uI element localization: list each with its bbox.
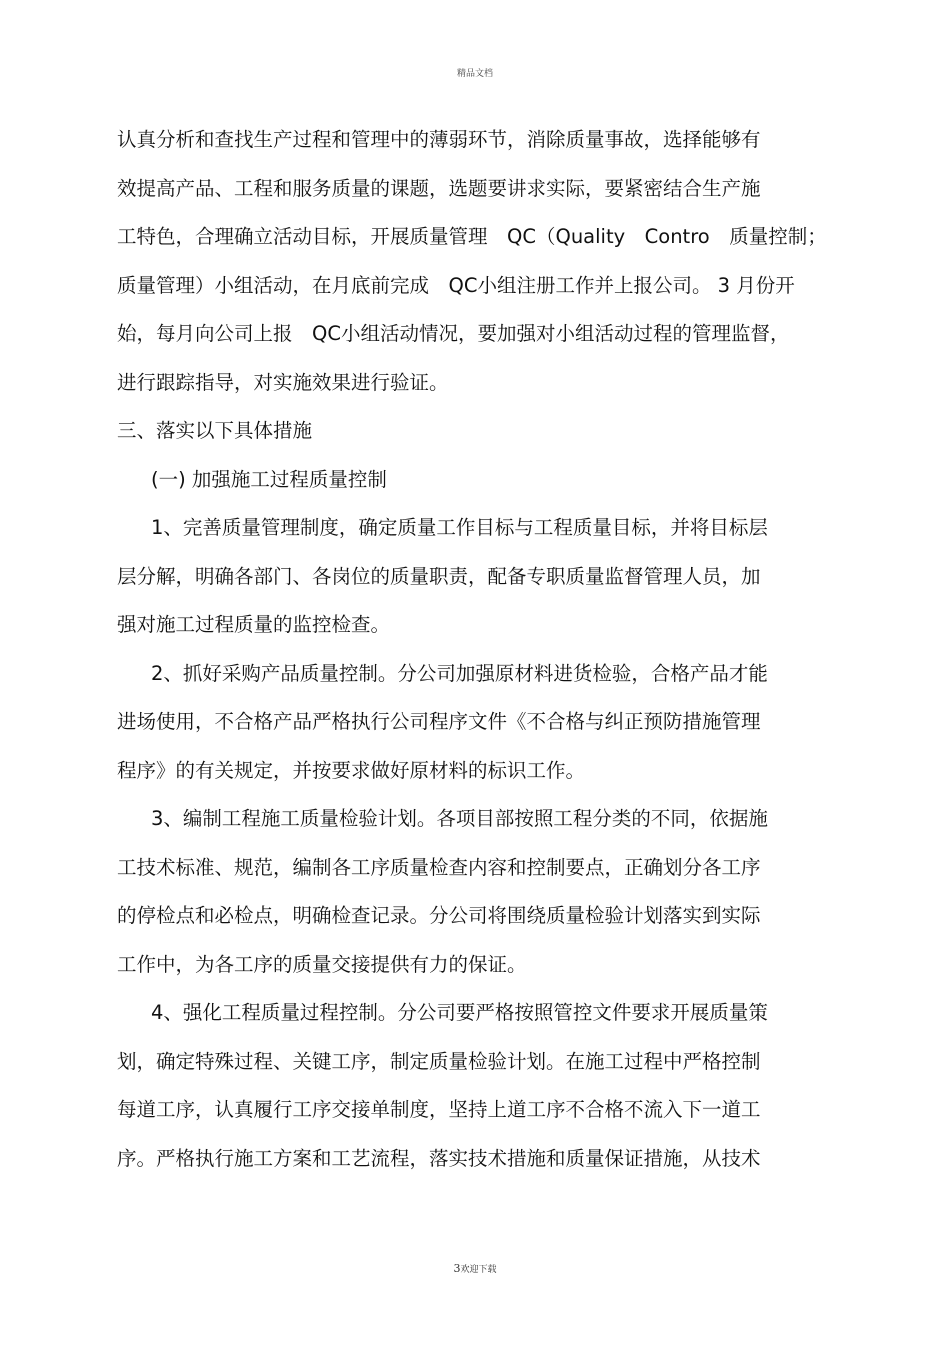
text-line: 进行跟踪指导，对实施效果进行验证。 (117, 370, 449, 394)
text-line: 质量管理）小组活动，在月底前完成 QC小组注册工作并上报公司。 3 月份开 (117, 273, 795, 297)
text-line: 3、编制工程施工质量检验计划。各项目部按照工程分类的不同，依据施 (151, 807, 768, 830)
text-line: 强对施工过程质量的监控检查。 (117, 613, 391, 636)
text-line: 1、完善质量管理制度，确定质量工作目标与工程质量目标，并将目标层 (151, 516, 768, 539)
text-line: 始，每月向公司上报 QC小组活动情况，要加强对小组活动过程的管理监督， (117, 322, 790, 345)
page-header (0, 66, 950, 79)
footer-text: 欢迎下载 (460, 1265, 497, 1275)
page-footer (0, 1262, 950, 1275)
text-line: 工作中，为各工序的质量交接提供有力的保证。 (117, 952, 527, 976)
text-line: 层分解，明确各部门、各岗位的质量职责，配备专职质量监督管理人员，加 (117, 564, 761, 588)
section-heading: 三、落实以下具体措施 (117, 419, 313, 442)
text-line: 2、抓好采购产品质量控制。分公司加强原材料进货检验，合格产品才能 (151, 661, 768, 685)
text-line: 每道工序，认真履行工序交接单制度，坚持上道工序不合格不流入下一道工 (117, 1098, 761, 1121)
text-line: 4、强化工程质量过程控制。分公司要严格按照管控文件要求开展质量策 (151, 1001, 768, 1024)
header-text: 精品文档 (456, 69, 493, 79)
text-line: 划，确定特殊过程、关键工序，制定质量检验计划。在施工过程中严格控制 (117, 1049, 761, 1073)
page-number: 3 (453, 1262, 461, 1275)
text-line: 进场使用，不合格产品严格执行公司程序文件《不合格与纠正预防措施管理 (117, 710, 761, 733)
document-body (117, 124, 862, 1191)
text-line: 序。严格执行施工方案和工艺流程，落实技术措施和质量保证措施，从技术 (117, 1146, 761, 1170)
text-line: 程序》的有关规定，并按要求做好原材料的标识工作。 (117, 758, 586, 782)
text-line: 工特色，合理确立活动目标，开展质量管理 QC（Quality Contro 质量控制； (117, 225, 827, 248)
text-line: 效提高产品、工程和服务质量的课题，选题要讲求实际，要紧密结合生产施 (117, 176, 761, 200)
subsection-heading: (一) 加强施工过程质量控制 (151, 467, 387, 491)
text-line: 工技术标准、规范，编制各工序质量检查内容和控制要点，正确划分各工序 (117, 855, 761, 879)
text-line: 的停检点和必检点，明确检查记录。分公司将围绕质量检验计划落实到实际 (117, 904, 761, 927)
text-line: 认真分析和查找生产过程和管理中的薄弱环节，消除质量事故，选择能够有 (117, 128, 761, 151)
